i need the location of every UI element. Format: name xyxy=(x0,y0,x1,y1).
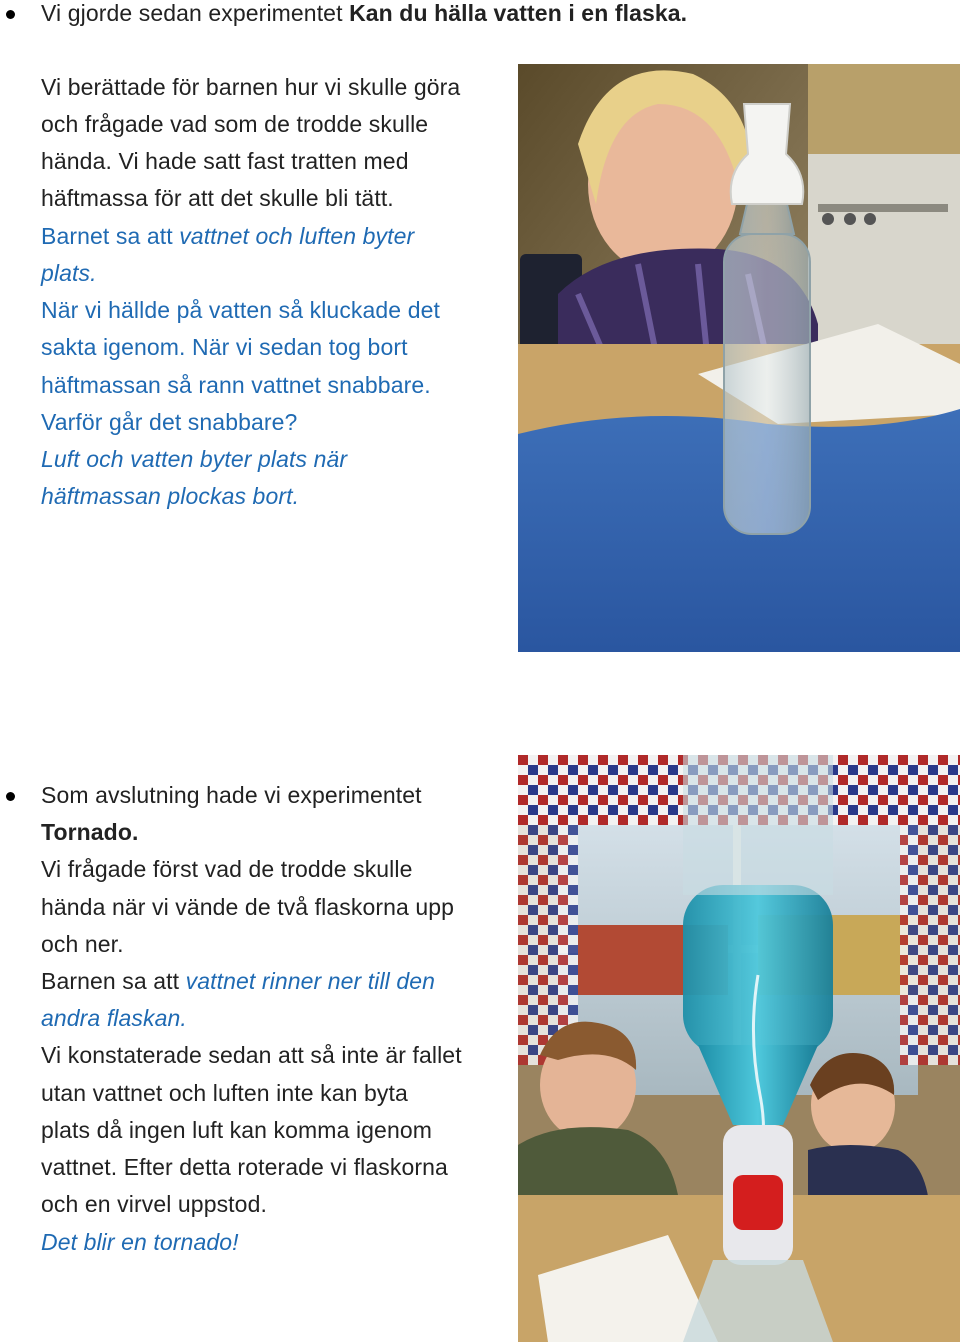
text-line xyxy=(41,218,414,255)
text-line xyxy=(41,367,431,404)
photo-illustration xyxy=(518,64,960,652)
text-line xyxy=(41,1112,432,1149)
text-line xyxy=(41,777,422,814)
text-run: vattnet. Efter detta roterade vi flaskorna xyxy=(41,1154,448,1180)
conclusion-text: Det blir en tornado! xyxy=(41,1229,239,1255)
text-run: utan vattnet och luften inte kan byta xyxy=(41,1080,408,1106)
text-line xyxy=(41,69,460,106)
text-line xyxy=(41,1037,462,1074)
section-tornado-experiment xyxy=(0,777,510,1277)
text-line xyxy=(41,1186,267,1223)
text-line xyxy=(41,143,409,180)
text-line xyxy=(41,1224,239,1261)
text-line xyxy=(41,926,124,963)
text-run: och frågade vad som de trodde skulle xyxy=(41,111,429,137)
text-line xyxy=(41,0,687,32)
experiment-title: Tornado. xyxy=(41,819,139,845)
text-run: hända när vi vände de två flaskorna upp xyxy=(41,894,455,920)
text-run: Barnet sa att xyxy=(41,223,180,249)
text-line xyxy=(41,1000,187,1037)
child-answer: andra flaskan. xyxy=(41,1005,187,1031)
text-line xyxy=(41,180,394,217)
bullet-point xyxy=(6,10,15,19)
question-text: Varför går det snabbare? xyxy=(41,409,298,435)
text-run: och en virvel uppstod. xyxy=(41,1191,267,1217)
text-run: häftmassan så rann vattnet snabbare. xyxy=(41,372,431,398)
child-answer: vattnet och luften byter xyxy=(179,223,415,249)
text-run: Vi berättade för barnen hur vi skulle göra xyxy=(41,74,461,100)
text-run: Vi gjorde sedan experimentet xyxy=(41,0,350,26)
text-run: Vi konstaterade sedan att så inte är fallet xyxy=(41,1042,462,1068)
text-run: plats då ingen luft kan komma igenom xyxy=(41,1117,432,1143)
text-line xyxy=(41,255,97,292)
text-line xyxy=(41,404,297,441)
answer-text: Luft och vatten byter plats när xyxy=(41,446,348,472)
text-line xyxy=(41,1075,408,1112)
text-line xyxy=(41,1149,448,1186)
text-run: hända. Vi hade satt fast tratten med xyxy=(41,148,409,174)
text-line xyxy=(41,889,454,926)
text-run: sakta igenom. När vi sedan tog bort xyxy=(41,334,408,360)
text-line xyxy=(41,851,413,888)
text-line xyxy=(41,292,440,329)
text-run: När vi hällde på vatten så kluckade det xyxy=(41,297,440,323)
text-line xyxy=(41,441,347,478)
text-run: häftmassa för att det skulle bli tätt. xyxy=(41,185,394,211)
text-line xyxy=(41,106,428,143)
text-line xyxy=(41,478,299,515)
photo-girl-with-bottle xyxy=(518,64,960,652)
text-line xyxy=(41,963,435,1000)
answer-text: häftmassan plockas bort. xyxy=(41,483,300,509)
text-run: Vi frågade först vad de trodde skulle xyxy=(41,856,413,882)
photo-tornado-bottles xyxy=(518,755,960,1342)
child-answer: plats. xyxy=(41,260,97,286)
bullet-point xyxy=(6,792,15,801)
text-run: Barnen sa att xyxy=(41,968,186,994)
photo-illustration xyxy=(518,755,960,1342)
section-bottle-experiment xyxy=(0,0,688,520)
text-run: Som avslutning hade vi experimentet xyxy=(41,782,422,808)
text-line xyxy=(41,814,138,851)
text-line xyxy=(41,329,408,366)
text-run: och ner. xyxy=(41,931,124,957)
experiment-title: Kan du hälla vatten i en flaska. xyxy=(349,0,688,26)
child-answer: vattnet rinner ner till den xyxy=(185,968,436,994)
